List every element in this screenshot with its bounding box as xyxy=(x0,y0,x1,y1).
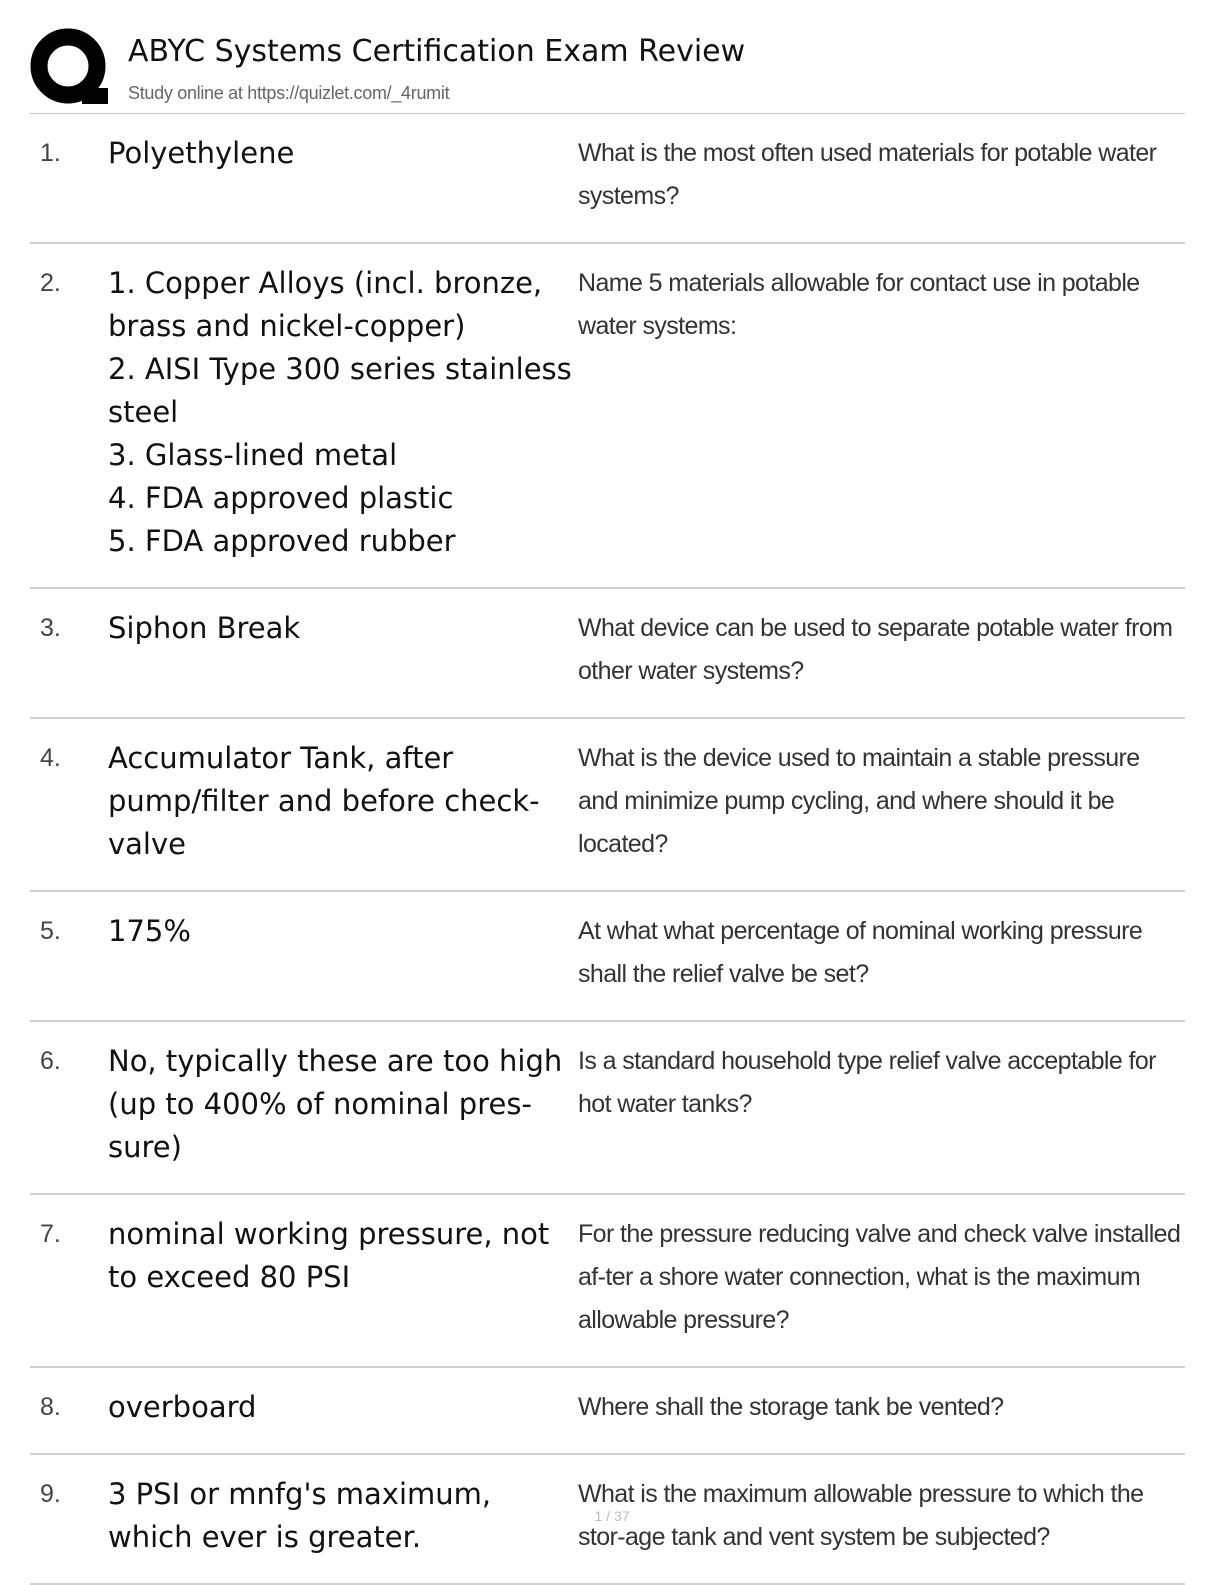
flashcard-row xyxy=(30,892,1185,1022)
study-link[interactable]: Study online at https://quizlet.com/_4rumit xyxy=(128,83,450,103)
card-term: Accumulator Tank, after pump/filter and before check-valve xyxy=(108,741,540,861)
card-number: 9. xyxy=(40,1480,61,1508)
card-term: 3 PSI or mnfg's maximum, which ever is greater. xyxy=(108,1477,492,1554)
card-definition: Where shall the storage tank be vented? xyxy=(578,1393,1004,1421)
card-term: No, typically these are too high (up to 400% of nominal pres-sure) xyxy=(108,1044,563,1164)
card-definition: What is the most often used materials for potable water systems? xyxy=(578,139,1157,210)
card-definition: Is a standard household type relief valve acceptable for hot water tanks? xyxy=(578,1047,1156,1118)
page-number: 1 / 37 xyxy=(594,1508,630,1524)
card-definition: What is the maximum allowable pressure to which the stor-age tank and vent system be subjected? xyxy=(578,1480,1144,1551)
quizlet-logo-icon xyxy=(30,28,110,108)
card-number: 3. xyxy=(40,614,61,642)
card-number: 6. xyxy=(40,1047,61,1075)
card-definition: Name 5 materials allowable for contact use in potable water systems: xyxy=(578,269,1140,340)
card-term: overboard xyxy=(108,1390,257,1424)
flashcard-row xyxy=(30,719,1185,892)
card-definition: What is the device used to maintain a stable pressure and minimize pump cycling, and where should it be located? xyxy=(578,744,1140,858)
flashcard-row xyxy=(30,589,1185,719)
card-definition: What device can be used to separate potable water from other water systems? xyxy=(578,614,1173,685)
header xyxy=(30,28,1185,114)
flashcard-row xyxy=(30,1022,1185,1195)
card-number: 8. xyxy=(40,1393,61,1421)
flashcard-list xyxy=(30,114,1185,1585)
card-number: 4. xyxy=(40,744,61,772)
card-term: Polyethylene xyxy=(108,136,295,170)
card-number: 5. xyxy=(40,917,61,945)
flashcard-row xyxy=(30,1368,1185,1455)
card-number: 7. xyxy=(40,1220,61,1248)
card-definition: At what what percentage of nominal working pressure shall the relief valve be set? xyxy=(578,917,1143,988)
card-number: 1. xyxy=(40,139,61,167)
flashcard-row xyxy=(30,244,1185,589)
card-term: Siphon Break xyxy=(108,611,301,645)
card-number: 2. xyxy=(40,269,61,297)
flashcard-row xyxy=(30,1195,1185,1368)
card-term: nominal working pressure, not to exceed 80 PSI xyxy=(108,1217,550,1294)
card-term: 1. Copper Alloys (incl. bronze, brass and nickel-copper) 2. AISI Type 300 series stainless steel 3. Glass-lined metal 4. FDA approved plastic 5. FDA approved rubber xyxy=(108,266,572,558)
page-title: ABYC Systems Certification Exam Review xyxy=(128,34,746,69)
flashcard-row xyxy=(30,114,1185,244)
card-definition: For the pressure reducing valve and check valve installed af-ter a shore water connection, what is the maximum allowable pressure? xyxy=(578,1220,1181,1334)
card-term: 175% xyxy=(108,914,191,948)
